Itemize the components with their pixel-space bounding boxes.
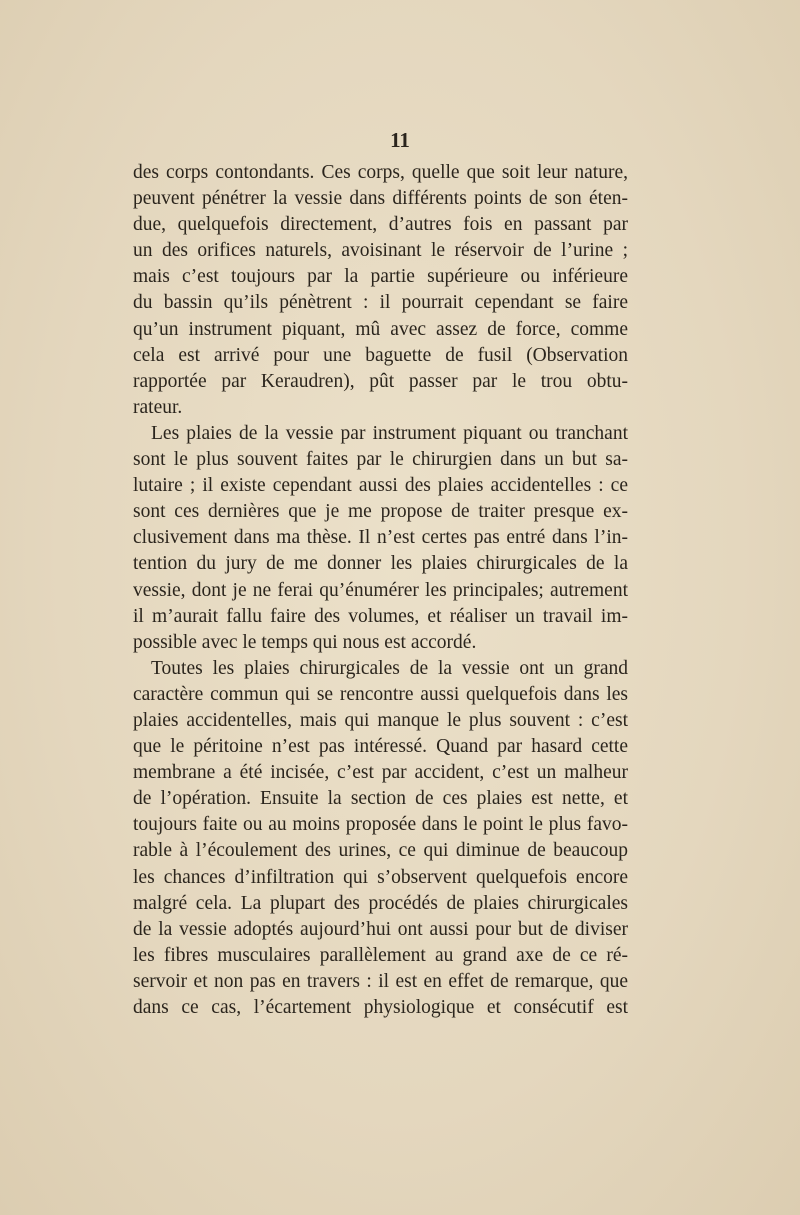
text-line: des corps contondants. Ces corps, quelle que soit leur nature, (133, 162, 628, 183)
text-line: membrane a été incisée, c’est par accident, c’est un malheur (133, 762, 628, 784)
text-line: Les plaies de la vessie par instrument piquant ou tranchant (151, 422, 628, 444)
text-line: les fibres musculaires parallèlement au grand axe de ce ré- (133, 944, 628, 966)
text-line: qu’un instrument piquant, mû avec assez de force, comme (133, 318, 628, 340)
paragraph (133, 421, 628, 656)
paragraph (133, 160, 628, 421)
text-line: rateur. (133, 396, 183, 418)
text-line: cela est arrivé pour une baguette de fusil (Observation (133, 344, 628, 366)
text-line: caractère commun qui se rencontre aussi quelquefois dans les (133, 683, 628, 705)
text-line: toujours faite ou au moins proposée dans le point le plus favo- (133, 814, 628, 836)
text-line: rable à l’écoulement des urines, ce qui diminue de beaucoup (133, 840, 628, 862)
text-line: peuvent pénétrer la vessie dans différents points de son éten- (133, 188, 628, 210)
text-line: malgré cela. La plupart des procédés de plaies chirurgicales (133, 892, 628, 914)
text-line: de l’opération. Ensuite la section de ces plaies est nette, et (133, 788, 628, 810)
text-line: il m’aurait fallu faire des volumes, et réaliser un travail im- (133, 605, 628, 627)
text-line: vessie, dont je ne ferai qu’énumérer les principales; autrement (133, 579, 628, 601)
text-line: tention du jury de me donner les plaies chirurgicales de la (133, 553, 628, 575)
text-body (133, 160, 628, 1021)
text-line: possible avec le temps qui nous est accordé. (133, 631, 477, 653)
text-line: les chances d’infiltration qui s’observent quelquefois encore (133, 866, 628, 888)
text-line: de la vessie adoptés aujourd’hui ont aussi pour but de diviser (133, 918, 628, 940)
text-line: lutaire ; il existe cependant aussi des plaies accidentelles : ce (133, 475, 628, 497)
text-line: un des orifices naturels, avoisinant le réservoir de l’urine ; (133, 240, 628, 262)
text-line: plaies accidentelles, mais qui manque le plus souvent : c’est (133, 709, 628, 731)
text-line: rapportée par Keraudren), pût passer par le trou obtu- (133, 370, 628, 392)
text-line: servoir et non pas en travers : il est en effet de remarque, que (133, 970, 628, 992)
text-line: dans ce cas, l’écartement physiologique et consécutif est (133, 997, 628, 1018)
paragraph (133, 656, 628, 1021)
text-line: sont le plus souvent faites par le chirurgien dans un but sa- (133, 449, 628, 471)
text-line: mais c’est toujours par la partie supérieure ou inférieure (133, 266, 628, 288)
text-line: Toutes les plaies chirurgicales de la vessie ont un grand (151, 657, 628, 679)
text-line: clusivement dans ma thèse. Il n’est certes pas entré dans l’in- (133, 527, 628, 549)
text-line: du bassin qu’ils pénètrent : il pourrait cependant se faire (133, 292, 628, 314)
text-line: que le péritoine n’est pas intéressé. Quand par hasard cette (133, 736, 628, 758)
text-line: due, quelquefois directement, d’autres fois en passant par (133, 214, 628, 236)
text-line: sont ces dernières que je me propose de traiter presque ex- (133, 501, 628, 523)
page-number: 11 (390, 128, 410, 152)
